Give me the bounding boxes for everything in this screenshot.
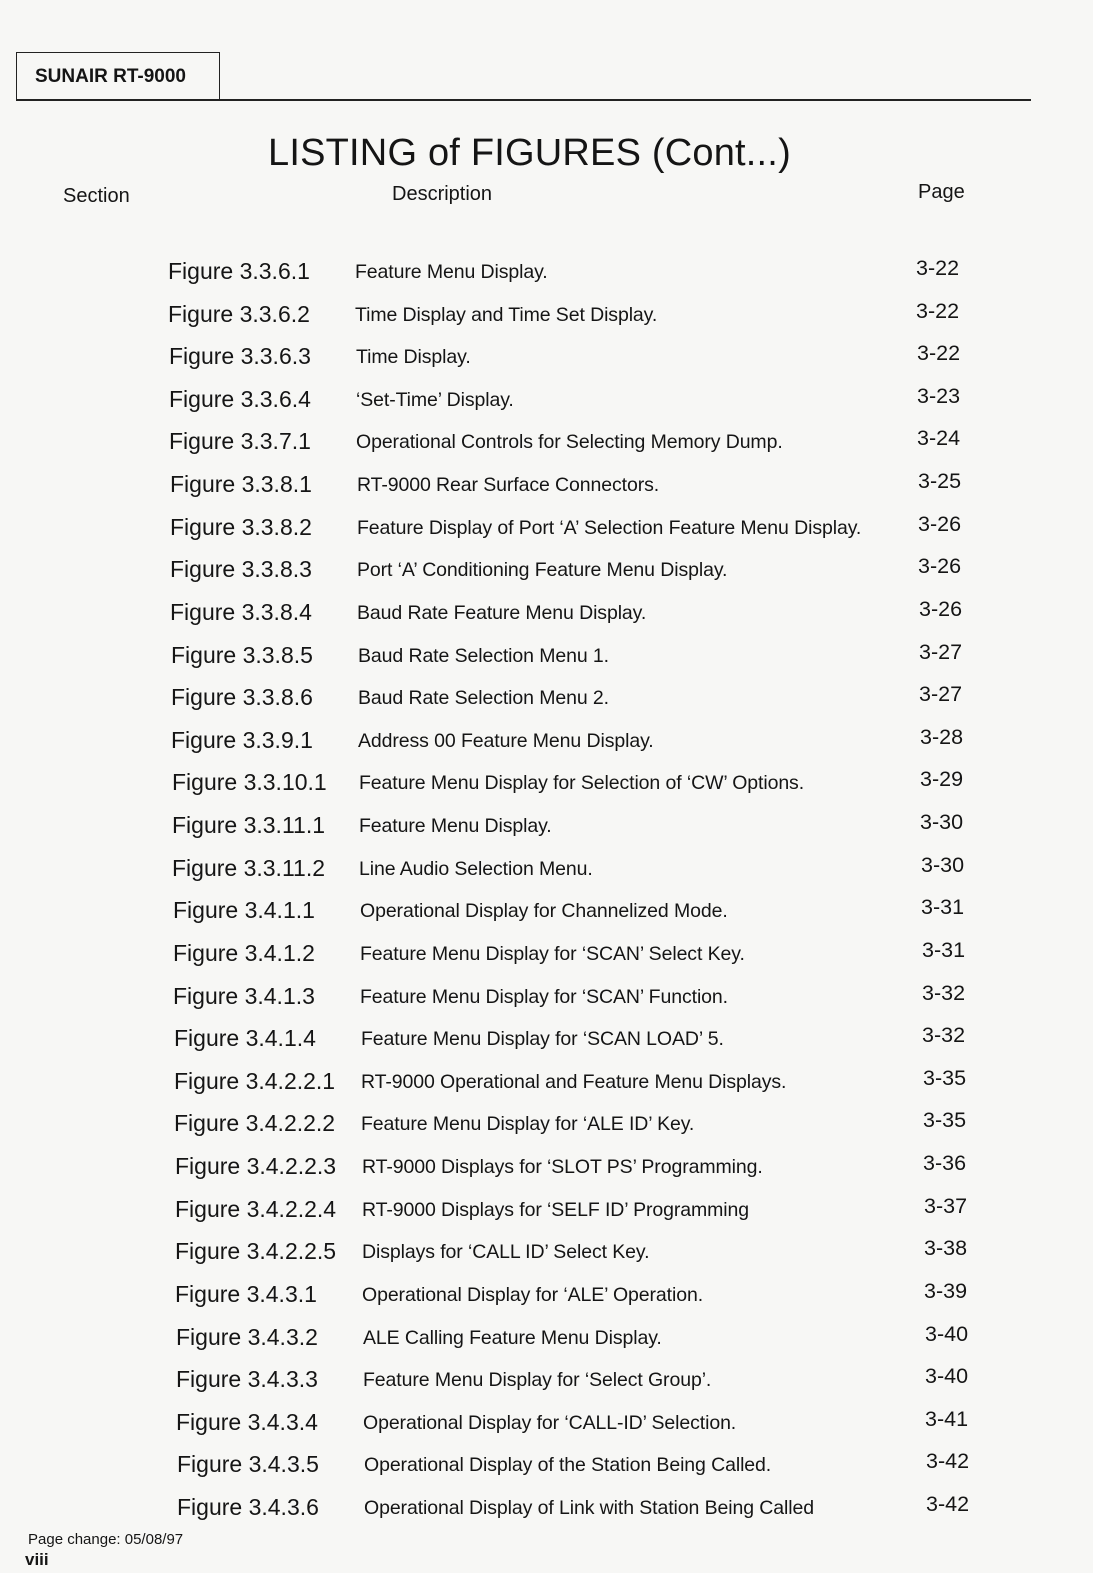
figure-entry — [0, 897, 1093, 937]
figure-page-number: 3-24 — [917, 426, 961, 450]
figure-number: Figure 3.3.6.2 — [168, 301, 310, 327]
figure-page-number: 3-40 — [925, 1364, 969, 1388]
figure-description: Time Display. — [356, 346, 471, 368]
figure-description: Baud Rate Selection Menu 2. — [358, 687, 609, 709]
figure-page-number: 3-22 — [916, 256, 960, 280]
figure-entry — [0, 1324, 1093, 1364]
figure-entry — [0, 1196, 1093, 1236]
figure-page-number: 3-26 — [918, 512, 962, 536]
figure-entry — [0, 1281, 1093, 1321]
figure-page-number: 3-26 — [918, 554, 962, 578]
figure-number: Figure 3.3.8.4 — [170, 599, 312, 625]
figure-number: Figure 3.4.2.2.2 — [174, 1110, 336, 1136]
figure-entry — [0, 983, 1093, 1023]
figure-entry — [0, 1238, 1093, 1278]
column-header-page: Page — [918, 181, 965, 203]
figure-page-number: 3-32 — [922, 1023, 966, 1047]
figure-number: Figure 3.4.2.2.4 — [175, 1196, 337, 1222]
column-header-section: Section — [63, 185, 130, 207]
figure-page-number: 3-31 — [921, 895, 965, 919]
figure-number: Figure 3.4.1.4 — [174, 1025, 316, 1051]
figure-number: Figure 3.3.6.3 — [169, 343, 311, 369]
figure-number: Figure 3.3.8.6 — [171, 684, 313, 710]
figure-description: Feature Menu Display. — [355, 261, 548, 283]
figure-page-number: 3-42 — [926, 1449, 970, 1473]
figure-number: Figure 3.3.8.1 — [170, 471, 312, 497]
figure-description: Operational Display for ‘CALL-ID’ Selection. — [363, 1412, 737, 1434]
figure-number: Figure 3.3.8.2 — [170, 514, 312, 540]
figure-description: Operational Display of the Station Being Called. — [364, 1454, 772, 1476]
figure-page-number: 3-30 — [921, 853, 965, 877]
figure-entry — [0, 940, 1093, 980]
figure-page-number: 3-30 — [920, 810, 964, 834]
figure-number: Figure 3.4.3.1 — [175, 1281, 317, 1307]
figure-description: Feature Menu Display for ‘SCAN’ Select Key. — [360, 943, 745, 965]
figure-number: Figure 3.4.3.2 — [176, 1324, 318, 1350]
figure-description: RT-9000 Operational and Feature Menu Displays. — [361, 1071, 787, 1093]
figure-entry — [0, 471, 1093, 511]
figure-page-number: 3-38 — [924, 1236, 968, 1260]
figure-number: Figure 3.4.2.2.3 — [175, 1153, 337, 1179]
figure-page-number: 3-41 — [925, 1407, 969, 1431]
figure-description: Feature Menu Display for ‘SCAN’ Function. — [360, 986, 728, 1008]
figure-number: Figure 3.4.1.1 — [173, 897, 315, 923]
figure-description: ALE Calling Feature Menu Display. — [363, 1327, 662, 1349]
page-number: viii — [25, 1550, 49, 1569]
figure-page-number: 3-26 — [919, 597, 963, 621]
figure-page-number: 3-35 — [923, 1066, 967, 1090]
figure-number: Figure 3.3.11.2 — [172, 855, 326, 881]
figure-description: RT-9000 Rear Surface Connectors. — [357, 474, 660, 496]
figure-entry — [0, 642, 1093, 682]
figure-entry — [0, 684, 1093, 724]
figure-description: Operational Display of Link with Station Being Called — [364, 1497, 814, 1519]
figure-description: ‘Set-Time’ Display. — [356, 389, 514, 411]
figure-entry — [0, 301, 1093, 341]
figure-page-number: 3-32 — [922, 981, 966, 1005]
page-change-note: Page change: 05/08/97 — [28, 1531, 184, 1548]
figure-number: Figure 3.3.11.1 — [172, 812, 326, 838]
figure-number: Figure 3.3.8.5 — [171, 642, 313, 668]
figure-page-number: 3-27 — [919, 682, 963, 706]
figure-entry — [0, 1068, 1093, 1108]
figure-description: Feature Menu Display for ‘ALE ID’ Key. — [361, 1113, 695, 1135]
figure-number: Figure 3.3.9.1 — [171, 727, 313, 753]
figure-number: Figure 3.4.3.6 — [177, 1494, 319, 1520]
figure-entry — [0, 1110, 1093, 1150]
figure-entry — [0, 812, 1093, 852]
figure-number: Figure 3.4.3.3 — [176, 1366, 318, 1392]
figure-number: Figure 3.3.6.1 — [168, 258, 310, 284]
figure-description: Operational Display for ‘ALE’ Operation. — [362, 1284, 704, 1306]
figure-page-number: 3-28 — [920, 725, 964, 749]
figure-description: Time Display and Time Set Display. — [355, 304, 658, 326]
figure-number: Figure 3.4.2.2.1 — [174, 1068, 336, 1094]
figure-page-number: 3-25 — [918, 469, 962, 493]
figure-entry — [0, 1366, 1093, 1406]
figure-description: Port ‘A’ Conditioning Feature Menu Display. — [357, 559, 728, 581]
figure-description: Operational Display for Channelized Mode. — [360, 900, 728, 922]
figure-entry — [0, 514, 1093, 554]
figure-entry — [0, 428, 1093, 468]
figure-page-number: 3-37 — [924, 1194, 968, 1218]
figure-entry — [0, 727, 1093, 767]
figure-entry — [0, 1025, 1093, 1065]
figure-description: Feature Menu Display for ‘SCAN LOAD’ 5. — [361, 1028, 724, 1050]
figure-page-number: 3-39 — [924, 1279, 968, 1303]
figure-page-number: 3-22 — [916, 299, 960, 323]
figure-number: Figure 3.4.1.2 — [173, 940, 315, 966]
figure-page-number: 3-31 — [922, 938, 966, 962]
figure-number: Figure 3.4.1.3 — [173, 983, 315, 1009]
figure-description: Address 00 Feature Menu Display. — [358, 730, 654, 752]
figure-number: Figure 3.4.3.5 — [177, 1451, 319, 1477]
figure-number: Figure 3.3.8.3 — [170, 556, 312, 582]
figure-entry — [0, 1409, 1093, 1449]
figure-page-number: 3-35 — [923, 1108, 967, 1132]
figure-description: Feature Menu Display for ‘Select Group’. — [363, 1369, 712, 1391]
figure-entry — [0, 599, 1093, 639]
figure-entry — [0, 386, 1093, 426]
figure-entry — [0, 258, 1093, 298]
figure-entry — [0, 343, 1093, 383]
figure-entry — [0, 855, 1093, 895]
figure-entry — [0, 1153, 1093, 1193]
figure-description: Displays for ‘CALL ID’ Select Key. — [362, 1241, 650, 1263]
figure-page-number: 3-36 — [923, 1151, 967, 1175]
figure-description: Baud Rate Selection Menu 1. — [358, 645, 609, 667]
figure-number: Figure 3.3.10.1 — [172, 769, 327, 795]
figure-description: Baud Rate Feature Menu Display. — [357, 602, 647, 624]
figure-page-number: 3-29 — [920, 767, 964, 791]
figure-number: Figure 3.3.6.4 — [169, 386, 311, 412]
figure-entry — [0, 1451, 1093, 1491]
column-header-description: Description — [392, 183, 493, 205]
figure-page-number: 3-42 — [926, 1492, 970, 1516]
figure-description: Operational Controls for Selecting Memory Dump. — [356, 431, 783, 453]
figure-number: Figure 3.4.2.2.5 — [175, 1238, 337, 1264]
figure-entry — [0, 556, 1093, 596]
figure-entry — [0, 1494, 1093, 1534]
figure-number: Figure 3.3.7.1 — [169, 428, 311, 454]
figure-entry — [0, 769, 1093, 809]
document-header-label: SUNAIR RT-9000 — [16, 52, 220, 100]
figure-number: Figure 3.4.3.4 — [176, 1409, 318, 1435]
figure-page-number: 3-27 — [919, 640, 963, 664]
figure-page-number: 3-40 — [925, 1322, 969, 1346]
figure-description: RT-9000 Displays for ‘SLOT PS’ Programming. — [362, 1156, 763, 1178]
figure-page-number: 3-22 — [917, 341, 961, 365]
figure-description: Line Audio Selection Menu. — [359, 858, 593, 880]
figure-description: Feature Menu Display. — [359, 815, 552, 837]
figure-description: Feature Menu Display for Selection of ‘CW’ Options. — [359, 772, 805, 794]
figure-page-number: 3-23 — [917, 384, 961, 408]
figure-description: RT-9000 Displays for ‘SELF ID’ Programming — [362, 1199, 750, 1221]
page-title: LISTING of FIGURES (Cont...) — [268, 132, 791, 174]
figure-description: Feature Display of Port ‘A’ Selection Feature Menu Display. — [357, 517, 862, 539]
